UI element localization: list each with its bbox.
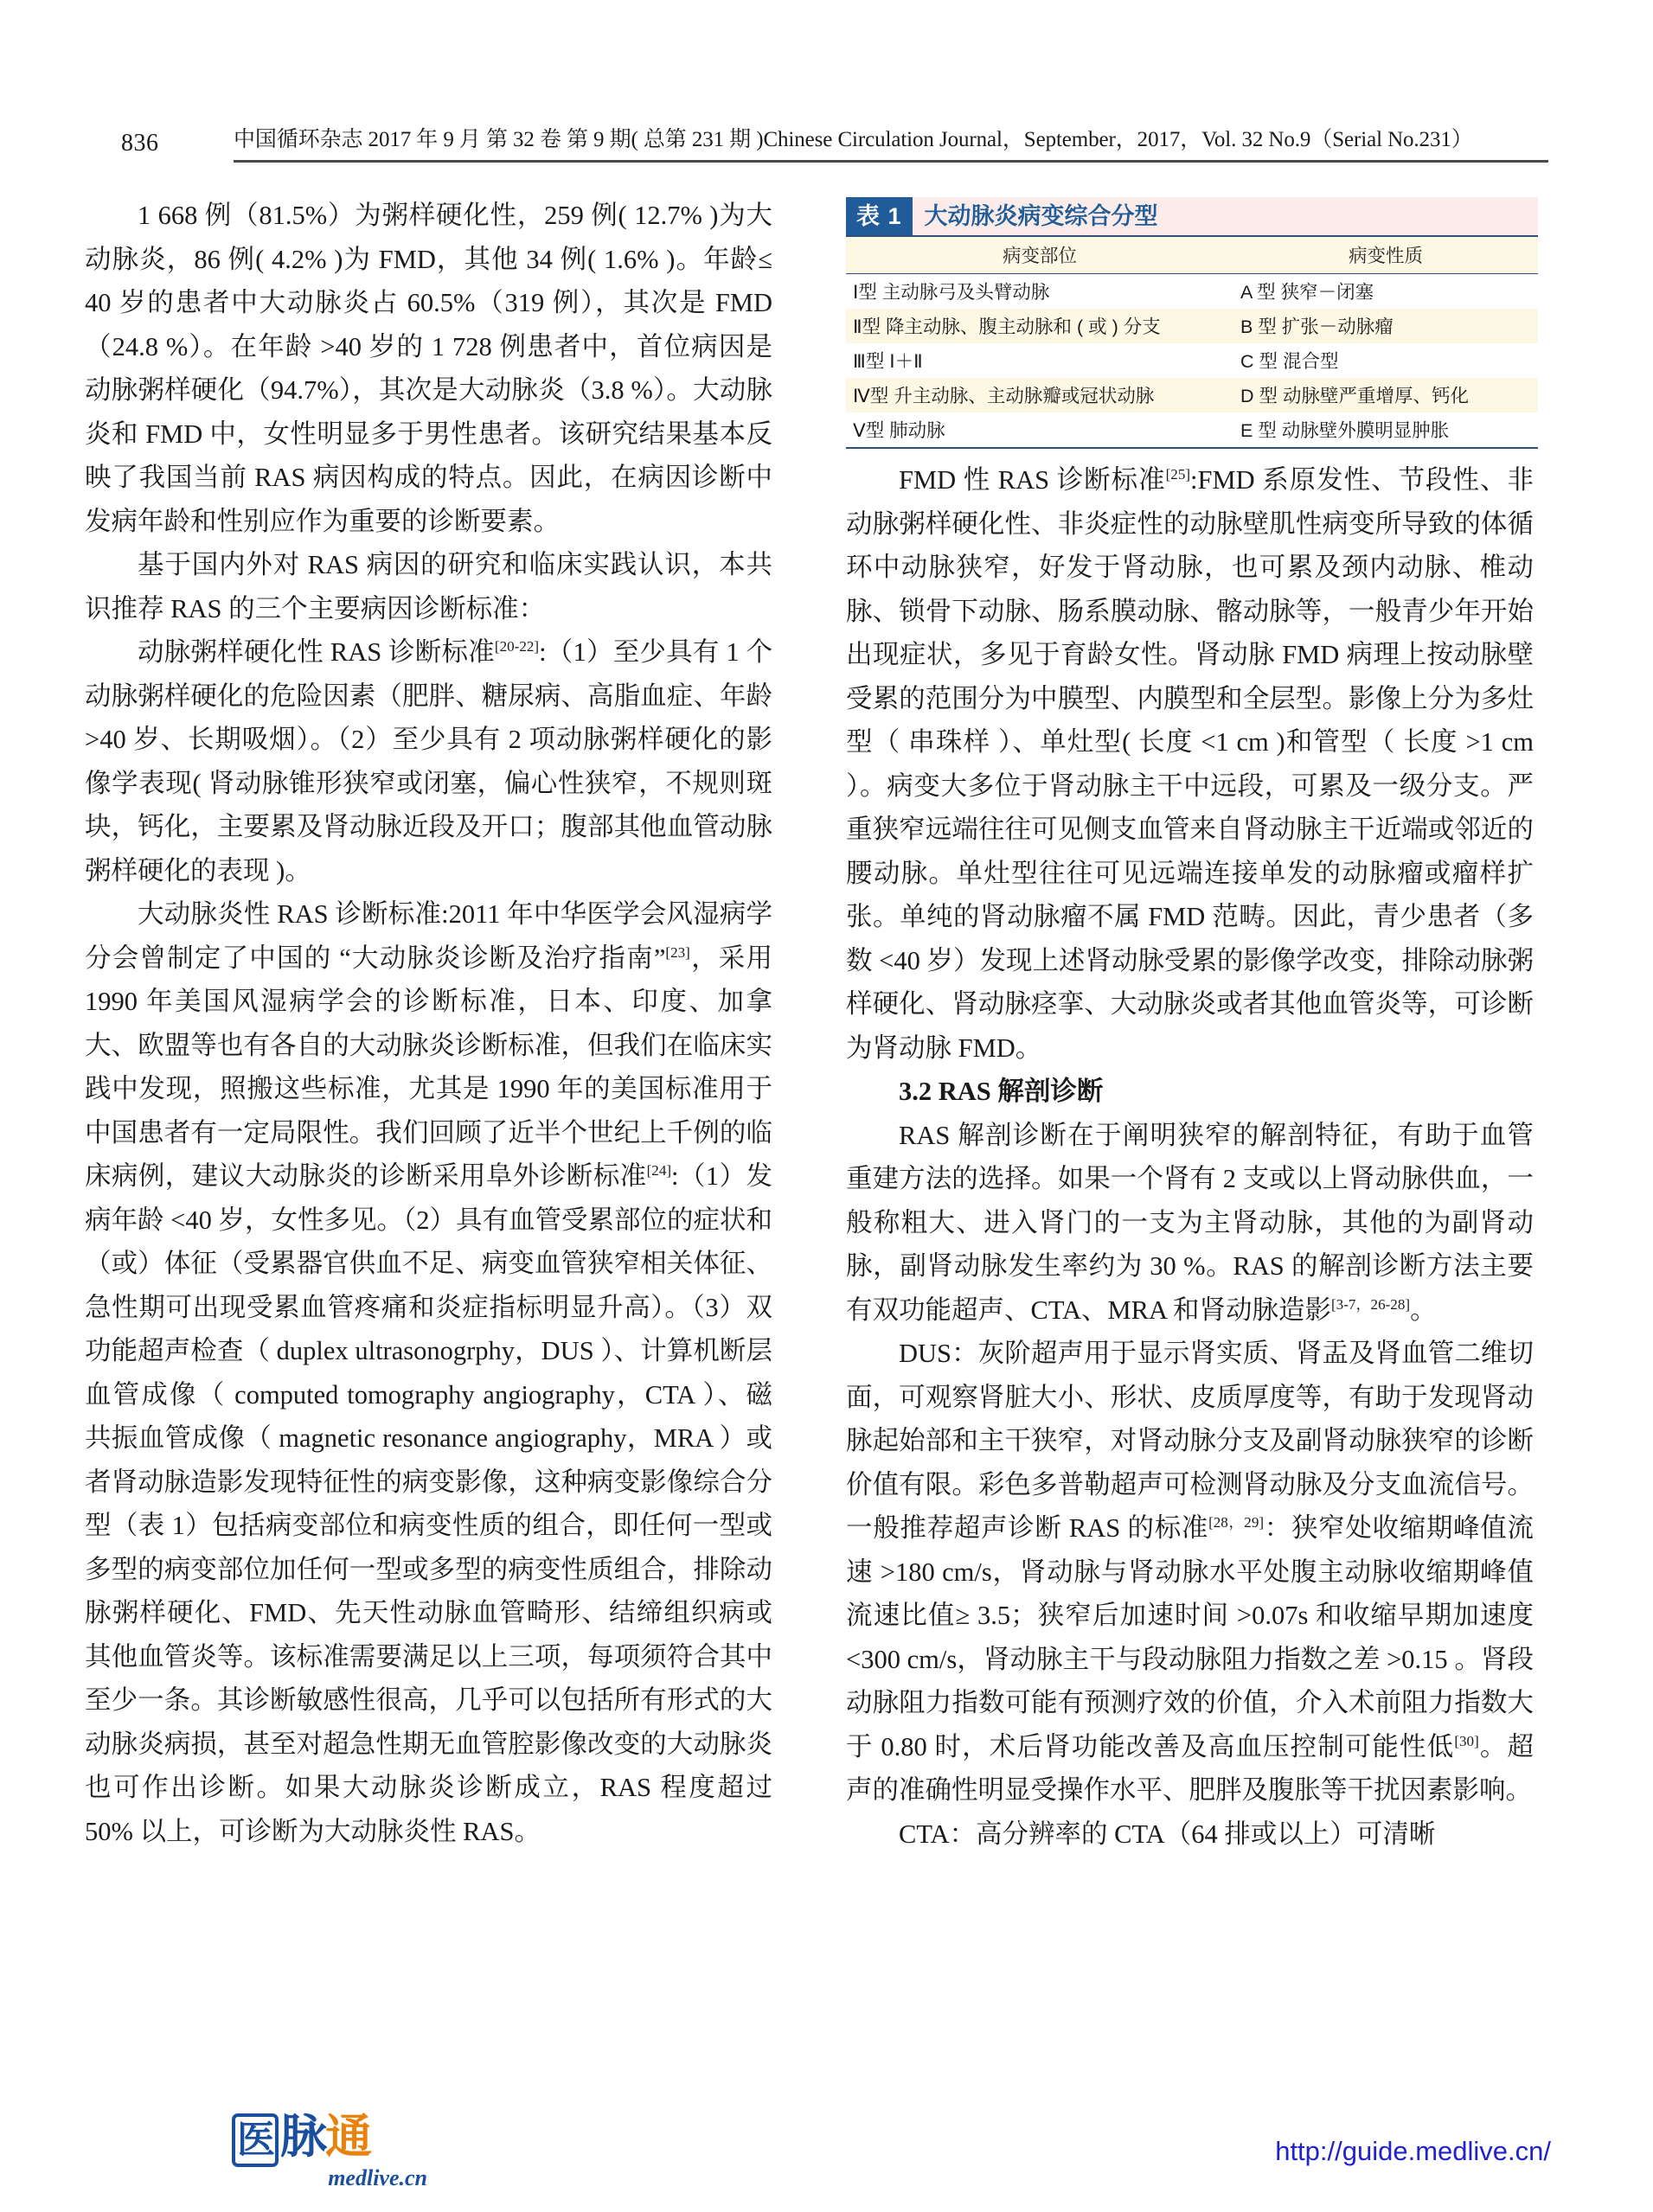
section-title: RAS 解剖诊断: [938, 1077, 1104, 1106]
reference-marker: [25]: [1165, 465, 1191, 483]
paragraph-text: RAS 解剖诊断在于阐明狭窄的解剖特征，有助于血管重建方法的选择。如果一个肾有 2 支或以上肾动脉供血，一般称粗大、进入肾门的一支为主肾动脉，其他的为副肾动脉，副肾动脉发生率约为 30 %。RAS 的解剖诊断方法主要有双功能超声、CTA、MRA 和肾动脉造影: [846, 1120, 1534, 1325]
criteria-lead-atherosclerotic: 动脉粥样硬化性 RAS 诊断标准: [138, 637, 495, 667]
table-1-block: [846, 197, 1538, 449]
paragraph-text: :（1）发病年龄 <40 岁，女性多见。（2）具有血管受累部位的症状和（或）体征（受累器官供血不足、病变血管狭窄相关体征、急性期可出现受累血管疼痛和炎症指标明显升高）。（3）双功能超声检查（ duplex ultrasonogrphy，DUS ）、计算机断层血管成像（ computed tomography angiography，CTA ）、磁共振血管成像（ magnetic resonance angiography，MRA ）或者肾动脉造影发现特征性的病变影像，这种病变影像综合分型（表 1）包括病变部位和病变性质的组合，即任何一型或多型的病变部位加任何一型或多型的病变性质组合，排除动脉粥样硬化、FMD、先天性动脉血管畸形、结缔组织病或其他血管炎等。该标准需要满足以上三项，每项须符合其中至少一条。其诊断敏感性很高，几乎可以包括所有形式的大动脉炎病损，甚至对超急性期无血管腔影像改变的大动脉炎也可作出诊断。如果大动脉炎诊断成立，RAS 程度超过 50% 以上，可诊断为大动脉炎性 RAS。: [85, 1161, 773, 1846]
reference-marker: [28，29]: [1208, 1513, 1265, 1531]
running-head-text: 中国循环杂志 2017 年 9 月 第 32 卷 第 9 期( 总第 231 期 )Chinese Circulation Journal，September，2017，Vol. 32 No.9（Serial No.231）: [234, 122, 1548, 163]
paragraph-text: 灰阶超声用于显示肾实质、肾盂及肾血管二维切面，可观察肾脏大小、形状、皮质厚度等，有助于发现肾动脉起始部和主干狭窄，对肾动脉分支及副肾动脉狭窄的诊断价值有限。彩色多普勒超声可检测肾动脉及分支血流信号。一般推荐超声诊断 RAS 的标准: [846, 1339, 1534, 1543]
logo-characters: [232, 2110, 431, 2167]
cell-location: Ⅳ型 升主动脉、主动脉瓣或冠状动脉: [846, 378, 1233, 412]
logo-char-yi: 医: [232, 2113, 279, 2167]
reference-marker: [20-22]: [494, 637, 540, 655]
cell-location: Ⅲ型 Ⅰ＋Ⅱ: [846, 343, 1233, 378]
logo-subtext: medlive.cn: [328, 2165, 427, 2190]
paragraph-text: ：狭窄处收缩期峰值流速 >180 cm/s，肾动脉与肾动脉水平处腹主动脉收缩期峰值流速比值≥ 3.5；狭窄后加速时间 >0.07s 和收缩早期加速度 <300 cm/s，肾动脉主干与段动脉阻力指数之差 >0.15 。肾段动脉阻力指数可能有预测疗效的价值，介入术前阻力指数大于 0.80 时，术后肾功能改善及高血压控制可能性低: [846, 1513, 1534, 1761]
cell-nature: B 型 扩张－动脉瘤: [1233, 309, 1538, 343]
paragraph: [85, 892, 772, 1853]
table-1: [846, 235, 1538, 449]
table-row: [846, 309, 1538, 343]
cell-location: Ⅰ型 主动脉弓及头臂动脉: [846, 274, 1233, 310]
medlive-logo: [232, 2110, 431, 2196]
page-number: 836: [121, 130, 159, 157]
paragraph-text: :FMD 系原发性、节段性、非动脉粥样硬化性、非炎症性的动脉壁肌性病变所导致的体循环中动脉狭窄，好发于肾动脉，也可累及颈内动脉、椎动脉、锁骨下动脉、肠系膜动脉、髂动脉等，一般青少年开始出现症状，多见于育龄女性。肾动脉 FMD 病理上按动脉壁受累的范围分为中膜型、内膜型和全层型。影像上分为多灶型（ 串珠样 ）、单灶型( 长度 <1 cm )和管型（ 长度 >1 cm ）。病变大多位于肾动脉主干中远段，可累及一级分支。严重狭窄远端往往可见侧支血管来自肾动脉主干近端或邻近的腰动脉。单灶型往往可见远端连接单发的动脉瘤或瘤样扩张。单纯的肾动脉瘤不属 FMD 范畴。因此，青少患者（多数 <40 岁）发现上述肾动脉受累的影像学改变，排除动脉粥样硬化、肾动脉痉挛、大动脉炎或者其他血管炎等，可诊断为肾动脉 FMD。: [846, 465, 1534, 1063]
reference-marker: [3-7，26-28]: [1331, 1295, 1411, 1313]
logo-char-tong: 通: [325, 2111, 370, 2163]
footer-url[interactable]: http://guide.medlive.cn/: [1275, 2136, 1551, 2166]
paragraph: [846, 1812, 1534, 1857]
table-row: [846, 343, 1538, 378]
body-column-left: [85, 194, 772, 1853]
cell-location: Ⅴ型 肺动脉: [846, 412, 1233, 448]
running-head: [121, 111, 1548, 163]
section-heading-3-2: [846, 1070, 1534, 1114]
paragraph: [846, 1332, 1534, 1812]
table-row: [846, 274, 1538, 310]
reference-marker: [23]: [665, 943, 690, 961]
table-title: 大动脉炎病变综合分型: [924, 203, 1158, 229]
paragraph: [85, 194, 772, 543]
logo-wrap: [232, 2110, 431, 2196]
cell-nature: A 型 狭窄－闭塞: [1233, 274, 1538, 310]
table-row: [846, 412, 1538, 448]
table-number-badge: 表 1: [846, 197, 913, 235]
paragraph-text: 。超声的准确性明显受操作水平、肥胖及腹胀等干扰因素影响。: [846, 1731, 1534, 1805]
paragraph-text: ，采用 1990 年美国风湿病学会的诊断标准，日本、印度、加拿大、欧盟等也有各自的大动脉炎诊断标准，但我们在临床实践中发现，照搬这些标准，尤其是 1990 年的美国标准用于中国患者有一定局限性。我们回顾了近半个世纪上千例的临床病例，建议大动脉炎的诊断采用阜外诊断标准: [85, 943, 773, 1191]
column-header-location: 病变部位: [846, 236, 1233, 274]
paragraph-text: :（1）至少具有 1 个动脉粥样硬化的危险因素（肥胖、糖尿病、高脂血症、年龄 >40 岁、长期吸烟）。（2）至少具有 2 项动脉粥样硬化的影像学表现( 肾动脉锥形狭窄或闭塞，偏心性狭窄，不规则斑块，钙化，主要累及肾动脉近段及开口；腹部其他血管动脉粥样硬化的表现 )。: [85, 637, 772, 885]
table-row: [846, 378, 1538, 412]
paragraph: [85, 543, 772, 630]
reference-marker: [30]: [1454, 1732, 1479, 1749]
table-head: [846, 236, 1538, 274]
column-header-nature: 病变性质: [1233, 236, 1538, 274]
method-lead-dus: DUS：: [899, 1339, 978, 1368]
paragraph-text: CTA：高分辨率的 CTA（64 排或以上）可清晰: [899, 1819, 1436, 1849]
table-body: [846, 274, 1538, 449]
body-column-right: [846, 458, 1534, 1856]
cell-nature: D 型 动脉壁严重增厚、钙化: [1233, 378, 1538, 412]
paragraph: [85, 630, 772, 892]
section-number: 3.2: [899, 1077, 932, 1106]
table-caption: [846, 197, 1538, 235]
criteria-lead-fmd: FMD 性 RAS 诊断标准: [899, 465, 1166, 495]
paragraph-text: 1 668 例（81.5%）为粥样硬化性，259 例( 12.7% )为大动脉炎，86 例( 4.2% )为 FMD，其他 34 例( 1.6% )。年龄≤ 40 岁的患者中大动脉炎占 60.5%（319 例），其次是 FMD（24.8 %）。在年龄 >40 岁的 1 728 例患者中，首位病因是动脉粥样硬化（94.7%），其次是大动脉炎（3.8 %）。大动脉炎和 FMD 中，女性明显多于男性患者。该研究结果基本反映了我国当前 RAS 病因构成的特点。因此，在病因诊断中发病年龄和性别应作为重要的诊断要素。: [85, 201, 772, 536]
paragraph: [846, 1114, 1534, 1333]
table-header-row: [846, 236, 1538, 274]
paragraph-text: 。: [1410, 1295, 1437, 1325]
logo-char-mai: 脉: [280, 2111, 325, 2163]
paragraph-text: 基于国内外对 RAS 病因的研究和临床实践认识，本共识推荐 RAS 的三个主要病因诊断标准：: [85, 550, 772, 623]
criteria-lead-takayasu: 大动脉炎性 RAS 诊断标准:2011 年中华医学会风湿病学分会曾制定了中国的 “大动脉炎诊断及治疗指南”: [85, 899, 772, 973]
cell-nature: E 型 动脉壁外膜明显肿胀: [1233, 412, 1538, 448]
cell-location: Ⅱ型 降主动脉、腹主动脉和 ( 或 ) 分支: [846, 309, 1233, 343]
cell-nature: C 型 混合型: [1233, 343, 1538, 378]
paragraph: [846, 458, 1534, 1070]
reference-marker: [24]: [646, 1161, 672, 1179]
